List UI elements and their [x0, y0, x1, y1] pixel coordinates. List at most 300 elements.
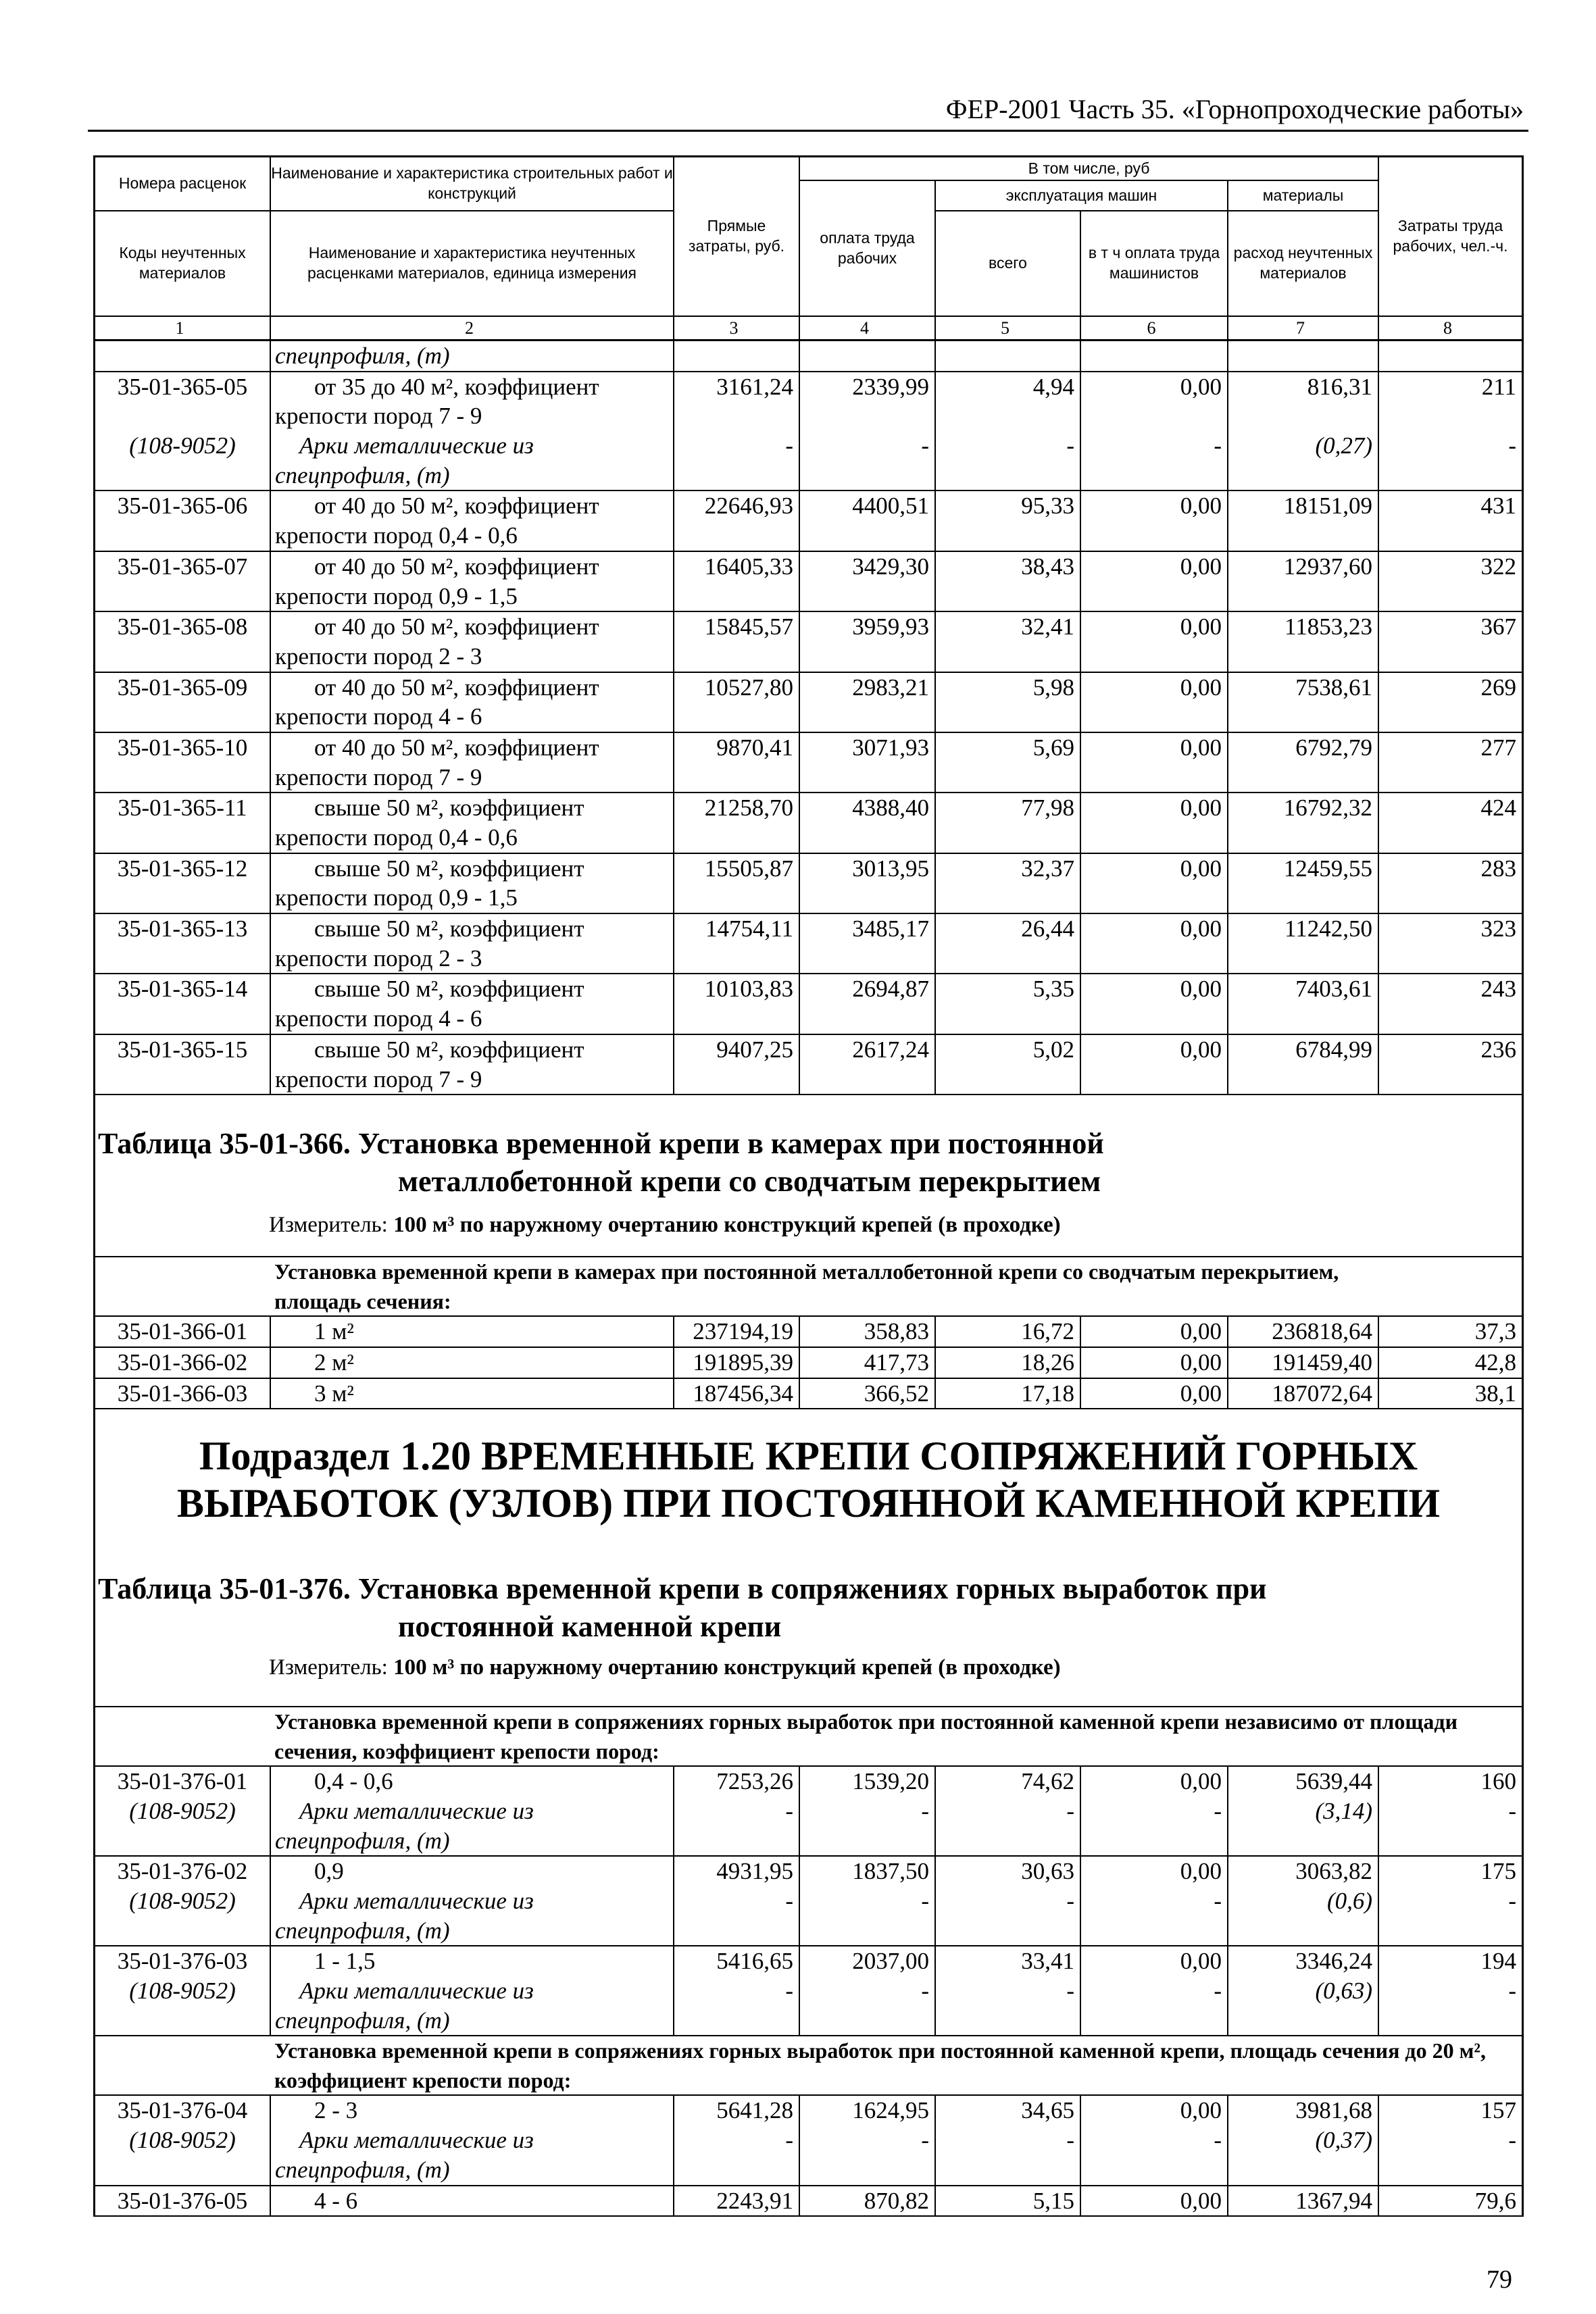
value-cell	[674, 793, 800, 852]
value: 3013,95	[852, 855, 929, 882]
value: 191895,39	[693, 1349, 793, 1376]
rate-code-cell	[95, 673, 271, 732]
rate-code: 35-01-366-03	[117, 1380, 248, 1407]
value-cell	[936, 1857, 1081, 1945]
description-line: свыше 50 м², коэффициент	[314, 915, 584, 942]
header-col1-top: Номера расценок	[95, 157, 271, 211]
value: 0,00	[1180, 1380, 1222, 1407]
value-cell	[936, 491, 1081, 550]
value: 3063,82	[1295, 1858, 1372, 1885]
value-cell	[800, 1767, 936, 1855]
value: 0,00	[1180, 613, 1222, 640]
material-code: (108-9052)	[129, 2127, 236, 2154]
value-cell	[1081, 372, 1228, 491]
value: 0,00	[1180, 1768, 1222, 1795]
value: 0,00	[1180, 1948, 1222, 1975]
value-cell	[800, 1857, 936, 1945]
material-value: -	[785, 1978, 793, 2005]
value: 283	[1480, 855, 1516, 882]
value: 0,00	[1180, 976, 1222, 1003]
description-line: от 40 до 50 м², коэффициент	[314, 493, 599, 520]
table-376-group2: Установка временной крепи в сопряжениях горных выработок при постоянной каменной крепи, площадь сечения до 20 м², коэффициент крепости пород:	[95, 2036, 1522, 2096]
value: 1367,94	[1295, 2187, 1372, 2214]
value: 2243,91	[716, 2187, 793, 2214]
table-row	[95, 854, 1522, 914]
value-cell	[1228, 673, 1379, 732]
rate-code: 35-01-365-05	[117, 373, 248, 400]
rate-code: 35-01-365-15	[117, 1036, 248, 1063]
value-cell	[1228, 612, 1379, 671]
value-cell	[1379, 612, 1522, 671]
value: 38,1	[1474, 1380, 1516, 1407]
value: 160	[1480, 1768, 1516, 1795]
table-row	[95, 1035, 1522, 1095]
rate-code: 35-01-376-05	[117, 2187, 248, 2214]
rate-code-cell	[95, 1857, 271, 1945]
material-value: -	[1508, 1888, 1516, 1915]
value-cell	[936, 1379, 1081, 1409]
material-value: -	[785, 1888, 793, 1915]
description-cell	[271, 552, 674, 611]
table-365-body	[95, 372, 1522, 1096]
measure-value: 100 м³ по наружному очертанию конструкций крепей (в проходке)	[393, 1655, 1061, 1680]
rate-code-cell	[95, 914, 271, 973]
description-line: крепости пород 2 - 3	[275, 643, 482, 670]
subsection-block	[95, 1409, 1522, 1707]
material-value: -	[921, 432, 929, 459]
header-col2-top: Наименование и характеристика строительных работ и конструкций	[271, 157, 674, 211]
value: 32,37	[1021, 855, 1074, 882]
col-number: 6	[1081, 317, 1228, 339]
value: 4388,40	[852, 795, 929, 822]
value-cell	[674, 914, 800, 973]
value: 2617,24	[852, 1036, 929, 1063]
value-cell	[936, 854, 1081, 913]
rate-code: 35-01-365-07	[117, 553, 248, 580]
value-cell	[1228, 491, 1379, 550]
description-cell	[271, 793, 674, 852]
value-cell	[674, 1348, 800, 1378]
blank	[1081, 401, 1222, 431]
value: 0,00	[1180, 1349, 1222, 1376]
blank	[95, 401, 270, 431]
value: 322	[1480, 553, 1516, 580]
table-row	[95, 2186, 1522, 2217]
value: 5,02	[1032, 1036, 1074, 1063]
value: 431	[1480, 493, 1516, 520]
description-cell	[271, 673, 674, 732]
rate-code-cell	[95, 552, 271, 611]
description-line: 1 - 1,5	[314, 1948, 376, 1975]
material-value: -	[1066, 432, 1074, 459]
value: 816,31	[1307, 373, 1372, 400]
value-cell	[800, 1317, 936, 1347]
description-line: крепости пород 0,9 - 1,5	[275, 582, 518, 609]
material-value: -	[1066, 1797, 1074, 1824]
value-cell	[1379, 1317, 1522, 1347]
description-cell	[271, 612, 674, 671]
rate-code-cell	[95, 2096, 271, 2184]
description-line: крепости пород 4 - 6	[275, 1005, 482, 1032]
value-cell	[1379, 733, 1522, 792]
value-cell	[1379, 1348, 1522, 1378]
value: 95,33	[1021, 493, 1074, 520]
table-366-heading	[95, 1095, 1522, 1257]
rate-code: 35-01-376-03	[117, 1948, 248, 1975]
rate-code-cell	[95, 1379, 271, 1409]
value: 157	[1480, 2097, 1516, 2124]
header-col5: всего	[936, 211, 1081, 317]
value: 3071,93	[852, 734, 929, 761]
value: 1539,20	[852, 1768, 929, 1795]
description-line: крепости пород 7 - 9	[275, 763, 482, 790]
value-cell	[1379, 1767, 1522, 1855]
value: 358,83	[864, 1318, 929, 1345]
col-number: 4	[800, 317, 936, 339]
material-value: -	[1214, 432, 1222, 459]
table-376-body-2	[95, 2096, 1522, 2217]
value-cell	[800, 552, 936, 611]
subsection-title-line2: ВЫРАБОТОК (УЗЛОВ) ПРИ ПОСТОЯННОЙ КАМЕННОЙ КРЕПИ	[176, 1481, 1441, 1526]
value: 18151,09	[1283, 493, 1372, 520]
value: 3959,93	[852, 613, 929, 640]
material-value: -	[1066, 1978, 1074, 2005]
value: 6784,99	[1295, 1036, 1372, 1063]
description-cell	[271, 2186, 674, 2216]
header-col1-bottom: Коды неучтенных материалов	[95, 211, 271, 317]
description-line: крепости пород 0,4 - 0,6	[275, 522, 518, 549]
value-cell	[1228, 372, 1379, 491]
rate-code: 35-01-365-11	[118, 795, 247, 822]
value: 0,00	[1180, 553, 1222, 580]
table-366-measure	[95, 1211, 1522, 1238]
value-cell	[1081, 1317, 1228, 1347]
value: 0,00	[1180, 855, 1222, 882]
blank	[1228, 401, 1372, 431]
table-row	[95, 372, 1522, 492]
value-cell	[1081, 2096, 1228, 2184]
value: 22646,93	[704, 493, 793, 520]
value: 191459,40	[1272, 1349, 1372, 1376]
value-cell	[936, 1035, 1081, 1094]
value: 4931,95	[716, 1858, 793, 1885]
value: 211	[1481, 373, 1516, 400]
value: 11853,23	[1285, 613, 1372, 640]
value-cell	[1081, 854, 1228, 913]
description-line: 2 м²	[314, 1349, 354, 1376]
blank	[674, 401, 793, 431]
value: 4400,51	[852, 493, 929, 520]
header-incl: В том числе, руб	[800, 157, 1379, 181]
value-cell	[1379, 854, 1522, 913]
value-cell	[800, 914, 936, 973]
rate-code: 35-01-365-13	[117, 915, 248, 942]
value: 323	[1480, 915, 1516, 942]
material-code: (108-9052)	[129, 1888, 236, 1915]
value-cell	[674, 372, 800, 491]
rate-code-cell	[95, 2186, 271, 2216]
value-cell	[1379, 491, 1522, 550]
table-row	[95, 491, 1522, 551]
description-cell	[271, 1035, 674, 1094]
header-materials: материалы	[1228, 181, 1379, 211]
description-line: крепости пород 2 - 3	[275, 945, 482, 972]
material-value: -	[785, 2127, 793, 2154]
value-cell	[674, 491, 800, 550]
table-376-group1: Установка временной крепи в сопряжениях горных выработок при постоянной каменной крепи независимо от площади сечения, коэффициент крепости пород:	[95, 1707, 1522, 1767]
value: 34,65	[1021, 2097, 1074, 2124]
table-row	[95, 673, 1522, 733]
value: 17,18	[1021, 1380, 1074, 1407]
col-number: 3	[674, 317, 800, 339]
value: 1624,95	[852, 2097, 929, 2124]
value: 3161,24	[716, 373, 793, 400]
table-row	[95, 1317, 1522, 1348]
value: 32,41	[1021, 613, 1074, 640]
value-cell	[936, 552, 1081, 611]
value: 14754,11	[705, 915, 793, 942]
table-366-group: Установка временной крепи в камерах при постоянной металлобетонной крепи со сводчатым перекрытием, площадь сечения:	[95, 1257, 1522, 1317]
value: 21258,70	[704, 795, 793, 822]
material-value: -	[1066, 2127, 1074, 2154]
value: 187072,64	[1272, 1380, 1372, 1407]
value-cell	[936, 673, 1081, 732]
value: 5416,65	[716, 1948, 793, 1975]
value-cell	[1379, 1857, 1522, 1945]
description-cell	[271, 1348, 674, 1378]
material-description: спецпрофиля, (т)	[275, 1827, 450, 1854]
value-cell	[1379, 1035, 1522, 1094]
value: 5,15	[1032, 2187, 1074, 2214]
value-cell	[674, 1946, 800, 2035]
value: 16405,33	[704, 553, 793, 580]
value-cell	[936, 1767, 1081, 1855]
description-line: крепости пород 7 - 9	[275, 1065, 482, 1092]
material-value: -	[1214, 1888, 1222, 1915]
rate-code: 35-01-365-09	[117, 674, 248, 701]
header-col4: оплата труда рабочих	[800, 181, 936, 317]
rate-code-cell	[95, 793, 271, 852]
value: 4,94	[1032, 373, 1074, 400]
value: 15845,57	[704, 613, 793, 640]
value-cell	[800, 793, 936, 852]
value-cell	[1379, 974, 1522, 1033]
material-description: спецпрофиля, (т)	[275, 2007, 450, 2034]
header-col6: в т ч оплата труда машинистов	[1081, 211, 1228, 317]
value-cell	[800, 974, 936, 1033]
value: 367	[1480, 613, 1516, 640]
description-cell	[271, 372, 674, 491]
value-cell	[1228, 552, 1379, 611]
value-cell	[1081, 552, 1228, 611]
rate-code-cell	[95, 372, 271, 491]
value: 16792,32	[1283, 795, 1372, 822]
value: 5,69	[1032, 734, 1074, 761]
material-value: -	[1508, 1797, 1516, 1824]
value: 0,00	[1180, 1318, 1222, 1345]
description-cell	[271, 491, 674, 550]
value-cell	[1081, 1946, 1228, 2035]
material-value: (0,37)	[1315, 2127, 1372, 2154]
value-cell	[800, 2096, 936, 2184]
description-line: свыше 50 м², коэффициент	[314, 976, 584, 1003]
value-cell	[800, 612, 936, 671]
value-cell	[936, 2096, 1081, 2184]
header-col7: расход неучтенных материалов	[1228, 211, 1379, 317]
rate-code: 35-01-365-14	[117, 976, 248, 1003]
value-cell	[1379, 673, 1522, 732]
material-description: спецпрофиля, (т)	[275, 461, 450, 488]
value-cell	[1228, 733, 1379, 792]
table-row	[95, 733, 1522, 793]
description-line: свыше 50 м², коэффициент	[314, 855, 584, 882]
value: 9870,41	[716, 734, 793, 761]
value-cell	[800, 673, 936, 732]
value: 237194,19	[693, 1318, 793, 1345]
table-376-title-line2: постоянной каменной крепи	[398, 1610, 782, 1644]
value-cell	[936, 1317, 1081, 1347]
description-line: свыше 50 м², коэффициент	[314, 1036, 584, 1063]
blank	[800, 401, 929, 431]
value: 0,00	[1180, 734, 1222, 761]
table-376-title-line1: Таблица 35-01-376. Установка временной крепи в сопряжениях горных выработок при	[98, 1572, 1267, 1606]
rate-code: 35-01-376-04	[117, 2097, 248, 2124]
value-cell	[936, 793, 1081, 852]
value: 870,82	[864, 2187, 929, 2214]
material-value: -	[1066, 1888, 1074, 1915]
table-row	[95, 612, 1522, 672]
description-cell	[271, 1946, 674, 2035]
value-cell	[1228, 2186, 1379, 2216]
value: 3429,30	[852, 553, 929, 580]
value-cell	[1379, 793, 1522, 852]
table-366-title-line1: Таблица 35-01-366. Установка временной крепи в камерах при постоянной	[98, 1127, 1104, 1161]
description-cell	[271, 2096, 674, 2184]
page-number: 79	[1487, 2265, 1512, 2294]
table-366-body	[95, 1317, 1522, 1409]
table-row	[95, 2096, 1522, 2186]
value: 0,00	[1180, 2187, 1222, 2214]
value-cell	[1228, 1379, 1379, 1409]
value: 2983,21	[852, 674, 929, 701]
value-cell	[800, 2186, 936, 2216]
description-line: от 40 до 50 м², коэффициент	[314, 734, 599, 761]
value: 7538,61	[1295, 674, 1372, 701]
value-cell	[1081, 914, 1228, 973]
value: 74,62	[1021, 1768, 1074, 1795]
value-cell	[1228, 854, 1379, 913]
rate-code: 35-01-376-01	[117, 1768, 248, 1795]
description-cell	[271, 733, 674, 792]
measure-label: Измеритель:	[269, 1213, 394, 1238]
material-value: (0,27)	[1315, 432, 1372, 459]
material-code: (108-9052)	[129, 432, 236, 459]
value: 236818,64	[1272, 1318, 1372, 1345]
value: 269	[1480, 674, 1516, 701]
value-cell	[674, 1857, 800, 1945]
value: 2339,99	[852, 373, 929, 400]
rates-table	[93, 155, 1524, 2217]
value: 26,44	[1021, 915, 1074, 942]
value-cell	[1081, 491, 1228, 550]
value-cell	[674, 1379, 800, 1409]
rate-code: 35-01-365-10	[117, 734, 248, 761]
value: 2694,87	[852, 976, 929, 1003]
continuation-row	[95, 341, 1522, 372]
description-line: от 35 до 40 м², коэффициент	[314, 373, 599, 400]
col-number: 5	[936, 317, 1081, 339]
header-col3: Прямые затраты, руб.	[674, 157, 800, 317]
value-cell	[674, 2096, 800, 2184]
value-cell	[936, 733, 1081, 792]
value-cell	[1228, 1348, 1379, 1378]
value-cell	[674, 1767, 800, 1855]
value: 15505,87	[704, 855, 793, 882]
value-cell	[800, 1946, 936, 2035]
material-value: -	[1214, 1978, 1222, 2005]
value: 10527,80	[704, 674, 793, 701]
material-description: Арки металлические из	[299, 1978, 534, 2005]
value-cell	[800, 733, 936, 792]
value-cell	[674, 612, 800, 671]
rate-code: 35-01-366-02	[117, 1349, 248, 1376]
col-number: 2	[271, 317, 674, 339]
value-cell	[1228, 1035, 1379, 1094]
table-row	[95, 974, 1522, 1034]
value-cell	[1379, 1946, 1522, 2035]
value: 2037,00	[852, 1948, 929, 1975]
value: 10103,83	[704, 976, 793, 1003]
description-cell	[271, 974, 674, 1033]
rate-code-cell	[95, 1035, 271, 1094]
value: 0,00	[1180, 915, 1222, 942]
value-cell	[1228, 1317, 1379, 1347]
value-cell	[1081, 1035, 1228, 1094]
table-row	[95, 793, 1522, 853]
table-row	[95, 1946, 1522, 2036]
description-cell	[271, 1317, 674, 1347]
value-cell	[674, 673, 800, 732]
value-cell	[1228, 793, 1379, 852]
table-366-title-line2: металлобетонной крепи со сводчатым перекрытием	[398, 1165, 1101, 1199]
value: 0,00	[1180, 373, 1222, 400]
table-row	[95, 1348, 1522, 1379]
value: 3981,68	[1295, 2097, 1372, 2124]
value-cell	[936, 2186, 1081, 2216]
value: 79,6	[1474, 2187, 1516, 2214]
value-cell	[1228, 914, 1379, 973]
table-row	[95, 1379, 1522, 1410]
material-value: (0,6)	[1326, 1888, 1372, 1915]
value-cell	[1379, 1379, 1522, 1409]
value: 424	[1480, 795, 1516, 822]
value-cell	[1228, 1946, 1379, 2035]
value: 38,43	[1021, 553, 1074, 580]
rate-code-cell	[95, 1317, 271, 1347]
material-value: -	[785, 432, 793, 459]
description-line: от 40 до 50 м², коэффициент	[314, 613, 599, 640]
rate-code-cell	[95, 1348, 271, 1378]
material-value: (3,14)	[1315, 1797, 1372, 1824]
value-cell	[1081, 2186, 1228, 2216]
value-cell	[1379, 552, 1522, 611]
value-cell	[1081, 612, 1228, 671]
table-row	[95, 914, 1522, 974]
rate-code-cell	[95, 491, 271, 550]
description-cell	[271, 1857, 674, 1945]
description-line: крепости пород 0,4 - 0,6	[275, 824, 518, 851]
value-cell	[1379, 914, 1522, 973]
